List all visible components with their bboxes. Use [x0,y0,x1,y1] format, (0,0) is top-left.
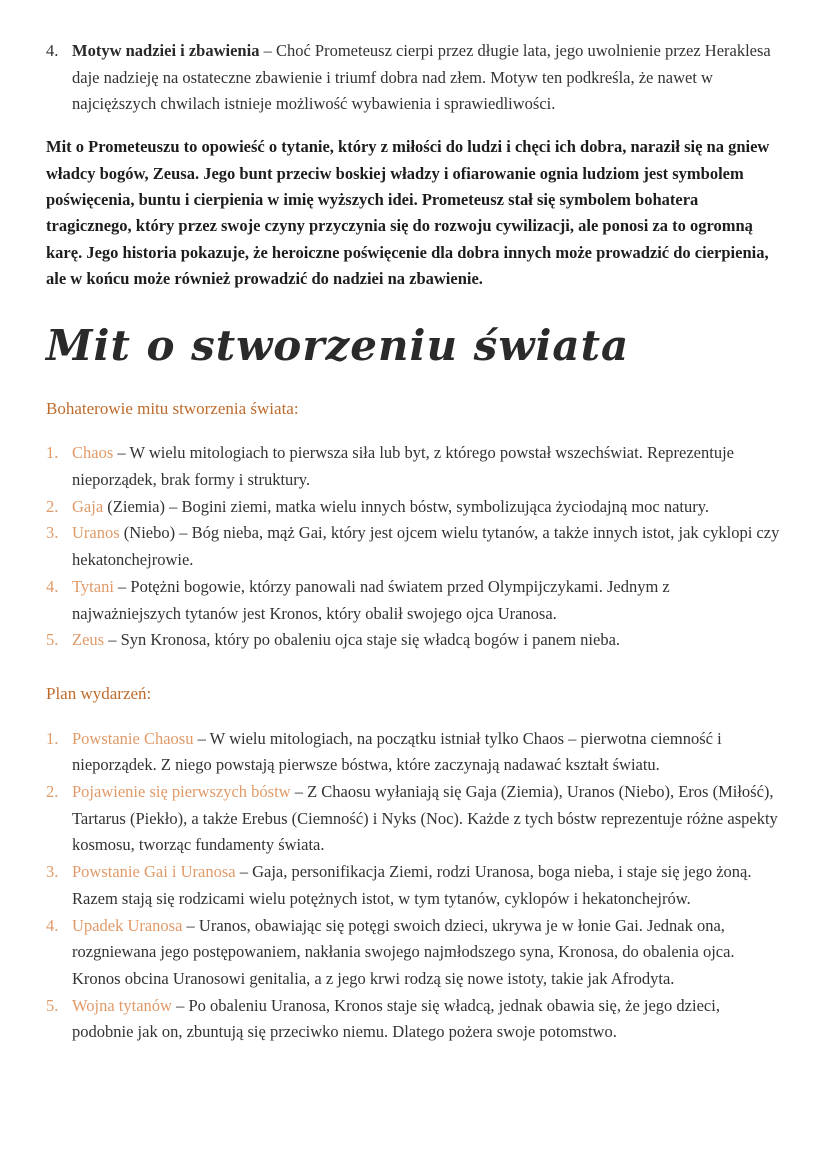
list-item-text [72,574,782,627]
list-number: 2. [46,781,59,801]
list-body-text: – Choć Prometeusz cierpi przez długie lata, jego uwolnienie przez Heraklesa daje nadzieję na ostateczne zbawienie i triumf dobra nad złem. Motyw ten podkreśla, że nawet w najcięższych chwilach istnieje możliwość wybawienia i sprawiedliwości. [72,41,771,114]
list-number: 4. [46,576,59,596]
list-item [46,494,782,521]
page-title: Mit o stworzeniu świata [46,320,630,370]
list-body-text: – W wielu mitologiach, na początku istniał tylko Chaos – pierwotna ciemność i nieporządek. Z niego powstają pierwsze bóstwa, które zaczynają nadawać kształt światu. [72,728,722,775]
list-item-text [72,627,782,654]
list-item [46,993,782,1046]
list-keyword: Powstanie Chaosu [72,728,194,748]
list-keyword: Wojna tytanów [72,995,172,1015]
motifs-list [46,38,782,118]
list-number: 5. [46,630,59,650]
list-item-text [72,440,782,493]
list-item-text [72,993,782,1046]
list-number: 1. [46,443,59,463]
list-item [46,726,782,779]
list-keyword: Chaos [72,443,114,463]
list-keyword: Gaja [72,496,104,516]
list-body-text: – Potężni bogowie, którzy panowali nad światem przed Olympijczykami. Jednym z najważniejszych tytanów jest Kronos, który obalił swojego ojca Uranosa. [72,576,670,623]
section-heading-characters: Bohaterowie mitu stworzenia świata: [46,398,299,418]
list-number: 3. [46,862,59,882]
list-body-text: – W wielu mitologiach to pierwsza siła lub byt, z którego powstał wszechświat. Reprezentuje nieporządek, brak formy i struktury. [72,443,734,489]
list-body-text: – Z Chaosu wyłaniają się Gaja (Ziemia), Uranos (Niebo), Eros (Miłość), Tartarus (Piekło), a także Erebus (Ciemność) i Nyks (Noc). Każde z tych bóstw reprezentuje różne aspekty kosmosu, tworząc fundamenty świata. [72,781,778,855]
list-item-text [72,38,782,118]
list-item [46,627,782,654]
list-number: 4. [46,915,59,935]
list-item-text [72,779,782,859]
list-number: 5. [46,995,59,1015]
list-body-text: – Po obaleniu Uranosa, Kronos staje się władcą, jednak obawia się, że jego dzieci, podobnie jak on, zbuntują się przeciwko niemu. Dlatego pożera swoje potomstwo. [72,995,720,1042]
list-body-text: – Gaja, personifikacja Ziemi, rodzi Uranosa, boga nieba, i staje się jego żoną. Razem stają się rodzicami wielu potężnych istot, w tym tytanów, cyklopów i hekatonchejrów. [72,862,752,908]
list-item [46,859,782,912]
list-item-text [72,494,782,521]
list-body-text: – Uranos, obawiając się potęgi swoich dzieci, ukrywa je w łonie Gai. Jednak ona, rozgniewana jego postępowaniem, nakłania swojego najmłodszego syna, Kronosa, do obalenia ojca. Kronos obcina Uranosowi genitalia, a z jego krwi rodzą się nowe istoty, takie jak Afrodyta. [72,915,735,988]
list-keyword: Pojawienie się pierwszych bóstw [72,781,291,801]
list-keyword: Uranos [72,523,120,543]
list-keyword: Tytani [72,576,114,596]
list-number: 3. [46,523,59,543]
list-number: 4. [46,41,59,60]
list-item [46,574,782,627]
list-body-text: (Niebo) – Bóg nieba, mąż Gai, który jest ojcem wielu tytanów, a także innych istot, jak cyklopi czy hekatonchejrowie. [72,523,780,570]
list-item [46,440,782,493]
list-keyword: Motyw nadziei i zbawienia [72,41,260,60]
events-list [46,726,782,1047]
list-item [46,520,782,573]
list-number: 2. [46,496,59,516]
characters-list [46,440,782,654]
list-keyword: Upadek Uranosa [72,915,183,935]
list-number: 1. [46,728,59,748]
list-keyword: Powstanie Gai i Uranosa [72,862,236,882]
list-body-text: (Ziemia) – Bogini ziemi, matka wielu innych bóstw, symbolizująca życiodajną moc natury. [103,496,710,516]
list-item-text [72,859,782,912]
list-item-text [72,726,782,779]
list-item [46,779,782,859]
list-item-text [72,913,782,993]
list-item [46,913,782,993]
summary-paragraph: Mit o Prometeuszu to opowieść o tytanie, który z miłości do ludzi i chęci ich dobra, naraził się na gniew władcy bogów, Zeusa. Jego bunt przeciw boskiej władzy i ofiarowanie ognia ludziom jest symbolem poświęcenia, buntu i cierpienia w imię wyższych idei. Prometeusz stał się symbolem bohatera tragicznego, który przez swoje czyny przyczynia się do rozwoju cywilizacji, ale ponosi za to ogromną karę. Jego historia pokazuje, że heroiczne poświęcenie dla dobra innych może prowadzić do cierpienia, ale w końcu może również prowadzić do nadziei na zbawienie. [46,137,770,289]
list-keyword: Zeus [72,630,105,650]
list-body-text: – Syn Kronosa, który po obaleniu ojca staje się władcą bogów i panem nieba. [104,630,621,650]
list-item [46,38,782,118]
list-item-text [72,520,782,573]
section-heading-plan: Plan wydarzeń: [46,683,152,703]
